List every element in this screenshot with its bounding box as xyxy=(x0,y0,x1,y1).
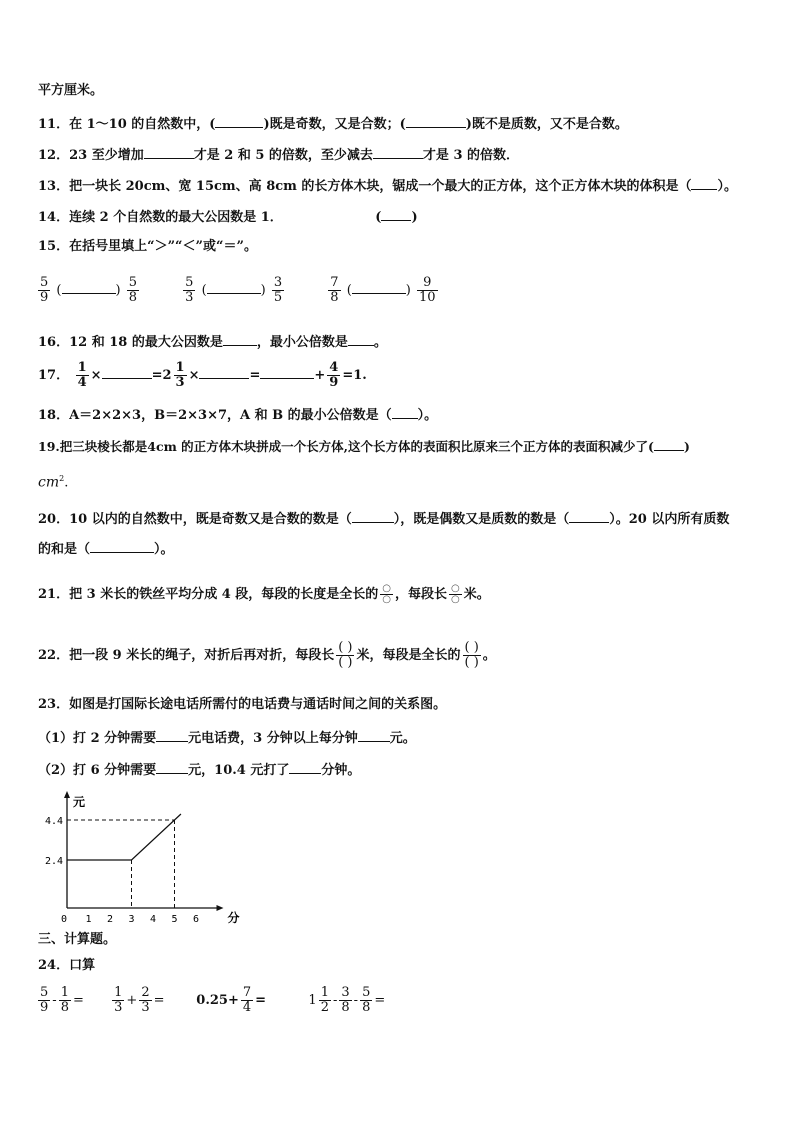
answer-blank[interactable] xyxy=(156,728,188,742)
answer-blank[interactable] xyxy=(691,176,717,190)
question-21: 21．把 3 米长的铁丝平均分成 4 段，每段的长度是全长的 $\frac{○}{○}$ ，每段长 $\frac{○}{○}$ 米。 xyxy=(38,583,490,605)
question-23-part1: （1）打 2 分钟需要 元电话费，3 分钟以上每分钟 元。 xyxy=(38,728,416,748)
answer-blank[interactable] xyxy=(654,437,684,451)
question-11: 11．在 1～10 的自然数中，( )既是奇数，又是合数；( )既不是质数，又不是合数。 xyxy=(38,114,628,134)
question-17: 17． $\frac{1}{4}$ × =2 $\frac{1}{3}$ × = + $\frac{4}{9}$ =1. xyxy=(38,360,367,390)
question-19-unit: $cm^2$. xyxy=(38,474,69,491)
expr-2: $\frac{1}{3}$ + $\frac{2}{3}$ = xyxy=(114,985,165,1015)
section-title: 三、计算题。 xyxy=(38,932,117,947)
series-line xyxy=(67,814,181,860)
expr-4: 1 $\frac{1}{2}$ - $\frac{3}{8}$ - $\frac{5}{8}$ = xyxy=(308,985,386,1015)
answer-blank[interactable] xyxy=(406,114,466,128)
question-19: 19.把三块棱长都是4cm 的正方体木块拼成一个长方体,这个长方体的表面积比原来三个正方体的表面积减少了( ) xyxy=(38,439,690,454)
y-tick-label: 2.4 xyxy=(44,856,63,867)
answer-blank[interactable] xyxy=(102,365,152,379)
compare-item: $\frac{5}{3}$ ( ) $\frac{3}{5}$ xyxy=(185,275,283,305)
mental-math-row xyxy=(36,986,385,1015)
compare-blank[interactable] xyxy=(207,280,261,294)
question-13: 13．把一块长 20cm、宽 15cm、高 8cm 的长方体木块，锯成一个最大的正方体，这个正方体木块的体积是（ ）。 xyxy=(38,176,737,196)
continued-text: 平方厘米。 xyxy=(38,83,104,98)
answer-blank[interactable] xyxy=(352,509,394,523)
answer-blank[interactable] xyxy=(289,760,321,774)
compare-blank[interactable] xyxy=(352,280,406,294)
compare-item: $\frac{5}{9}$ ( ) $\frac{5}{8}$ xyxy=(40,275,137,305)
answer-blank[interactable] xyxy=(358,728,390,742)
answer-blank[interactable] xyxy=(569,509,609,523)
answer-blank[interactable] xyxy=(260,365,314,379)
answer-blank[interactable] xyxy=(199,365,249,379)
x-axis-label: 分 xyxy=(227,911,240,925)
x-axis-arrow xyxy=(217,905,224,911)
compare-row xyxy=(36,276,440,305)
compare-item: $\frac{7}{8}$ ( ) $\frac{9}{10}$ xyxy=(330,275,436,305)
answer-blank[interactable] xyxy=(381,207,411,221)
answer-blank[interactable] xyxy=(348,332,374,346)
phone-fee-chart xyxy=(34,790,240,926)
answer-blank[interactable] xyxy=(223,332,257,346)
answer-blank[interactable] xyxy=(392,405,418,419)
y-tick-label: 4.4 xyxy=(44,816,63,827)
x-tick-label: 2 xyxy=(107,914,114,925)
answer-blank[interactable] xyxy=(144,145,194,159)
answer-blank[interactable] xyxy=(215,114,263,128)
question-16: 16．12 和 18 的最大公因数是 ，最小公倍数是 。 xyxy=(38,332,387,352)
x-tick-label: 3 xyxy=(128,914,135,925)
answer-blank[interactable] xyxy=(156,760,188,774)
x-tick-label: 5 xyxy=(171,914,178,925)
x-tick-label: 1 xyxy=(85,914,92,925)
question-23-part2: （2）打 6 分钟需要 元，10.4 元打了 分钟。 xyxy=(38,760,360,780)
expr-3: 0.25+ $\frac{7}{4}$ = xyxy=(196,985,267,1015)
answer-blank[interactable] xyxy=(90,539,154,553)
compare-blank[interactable] xyxy=(62,280,116,294)
x-tick-label: 6 xyxy=(193,914,200,925)
question-14: 14．连续 2 个自然数的最大公因数是 1． ( ) xyxy=(38,207,418,227)
x-tick-label: 0 xyxy=(60,914,67,925)
answer-blank[interactable] xyxy=(373,145,423,159)
y-axis-arrow xyxy=(64,791,70,798)
question-22: 22．把一段 9 米长的绳子，对折后再对折，每段长 $\frac{( )}{( )}$ 米，每段是全长的 $\frac{( )}{( )}$ 。 xyxy=(38,640,496,670)
question-12: 12．23 至少增加 才是 2 和 5 的倍数，至少减去 才是 3 的倍数． xyxy=(38,145,519,165)
question-20-cont: 的和是（ ）。 xyxy=(38,539,174,559)
question-18: 18．A＝2×2×3，B＝2×3×7，A 和 B 的最小公倍数是（ ）。 xyxy=(38,405,437,425)
question-20: 20．10 以内的自然数中，既是奇数又是合数的数是（ ），既是偶数又是质数的数是（ ）。20 以内所有质数 xyxy=(38,509,729,529)
y-axis-label: 元 xyxy=(73,795,86,809)
question-23: 23．如图是打国际长途电话所需付的电话费与通话时间之间的关系图。 xyxy=(38,697,447,712)
x-tick-label: 4 xyxy=(150,914,157,925)
expr-1: $\frac{5}{9}$ - $\frac{1}{8}$ = xyxy=(40,985,84,1015)
question-24: 24．口算 xyxy=(38,958,96,973)
question-15: 15．在括号里填上“＞”“＜”或“＝”。 xyxy=(38,239,257,254)
